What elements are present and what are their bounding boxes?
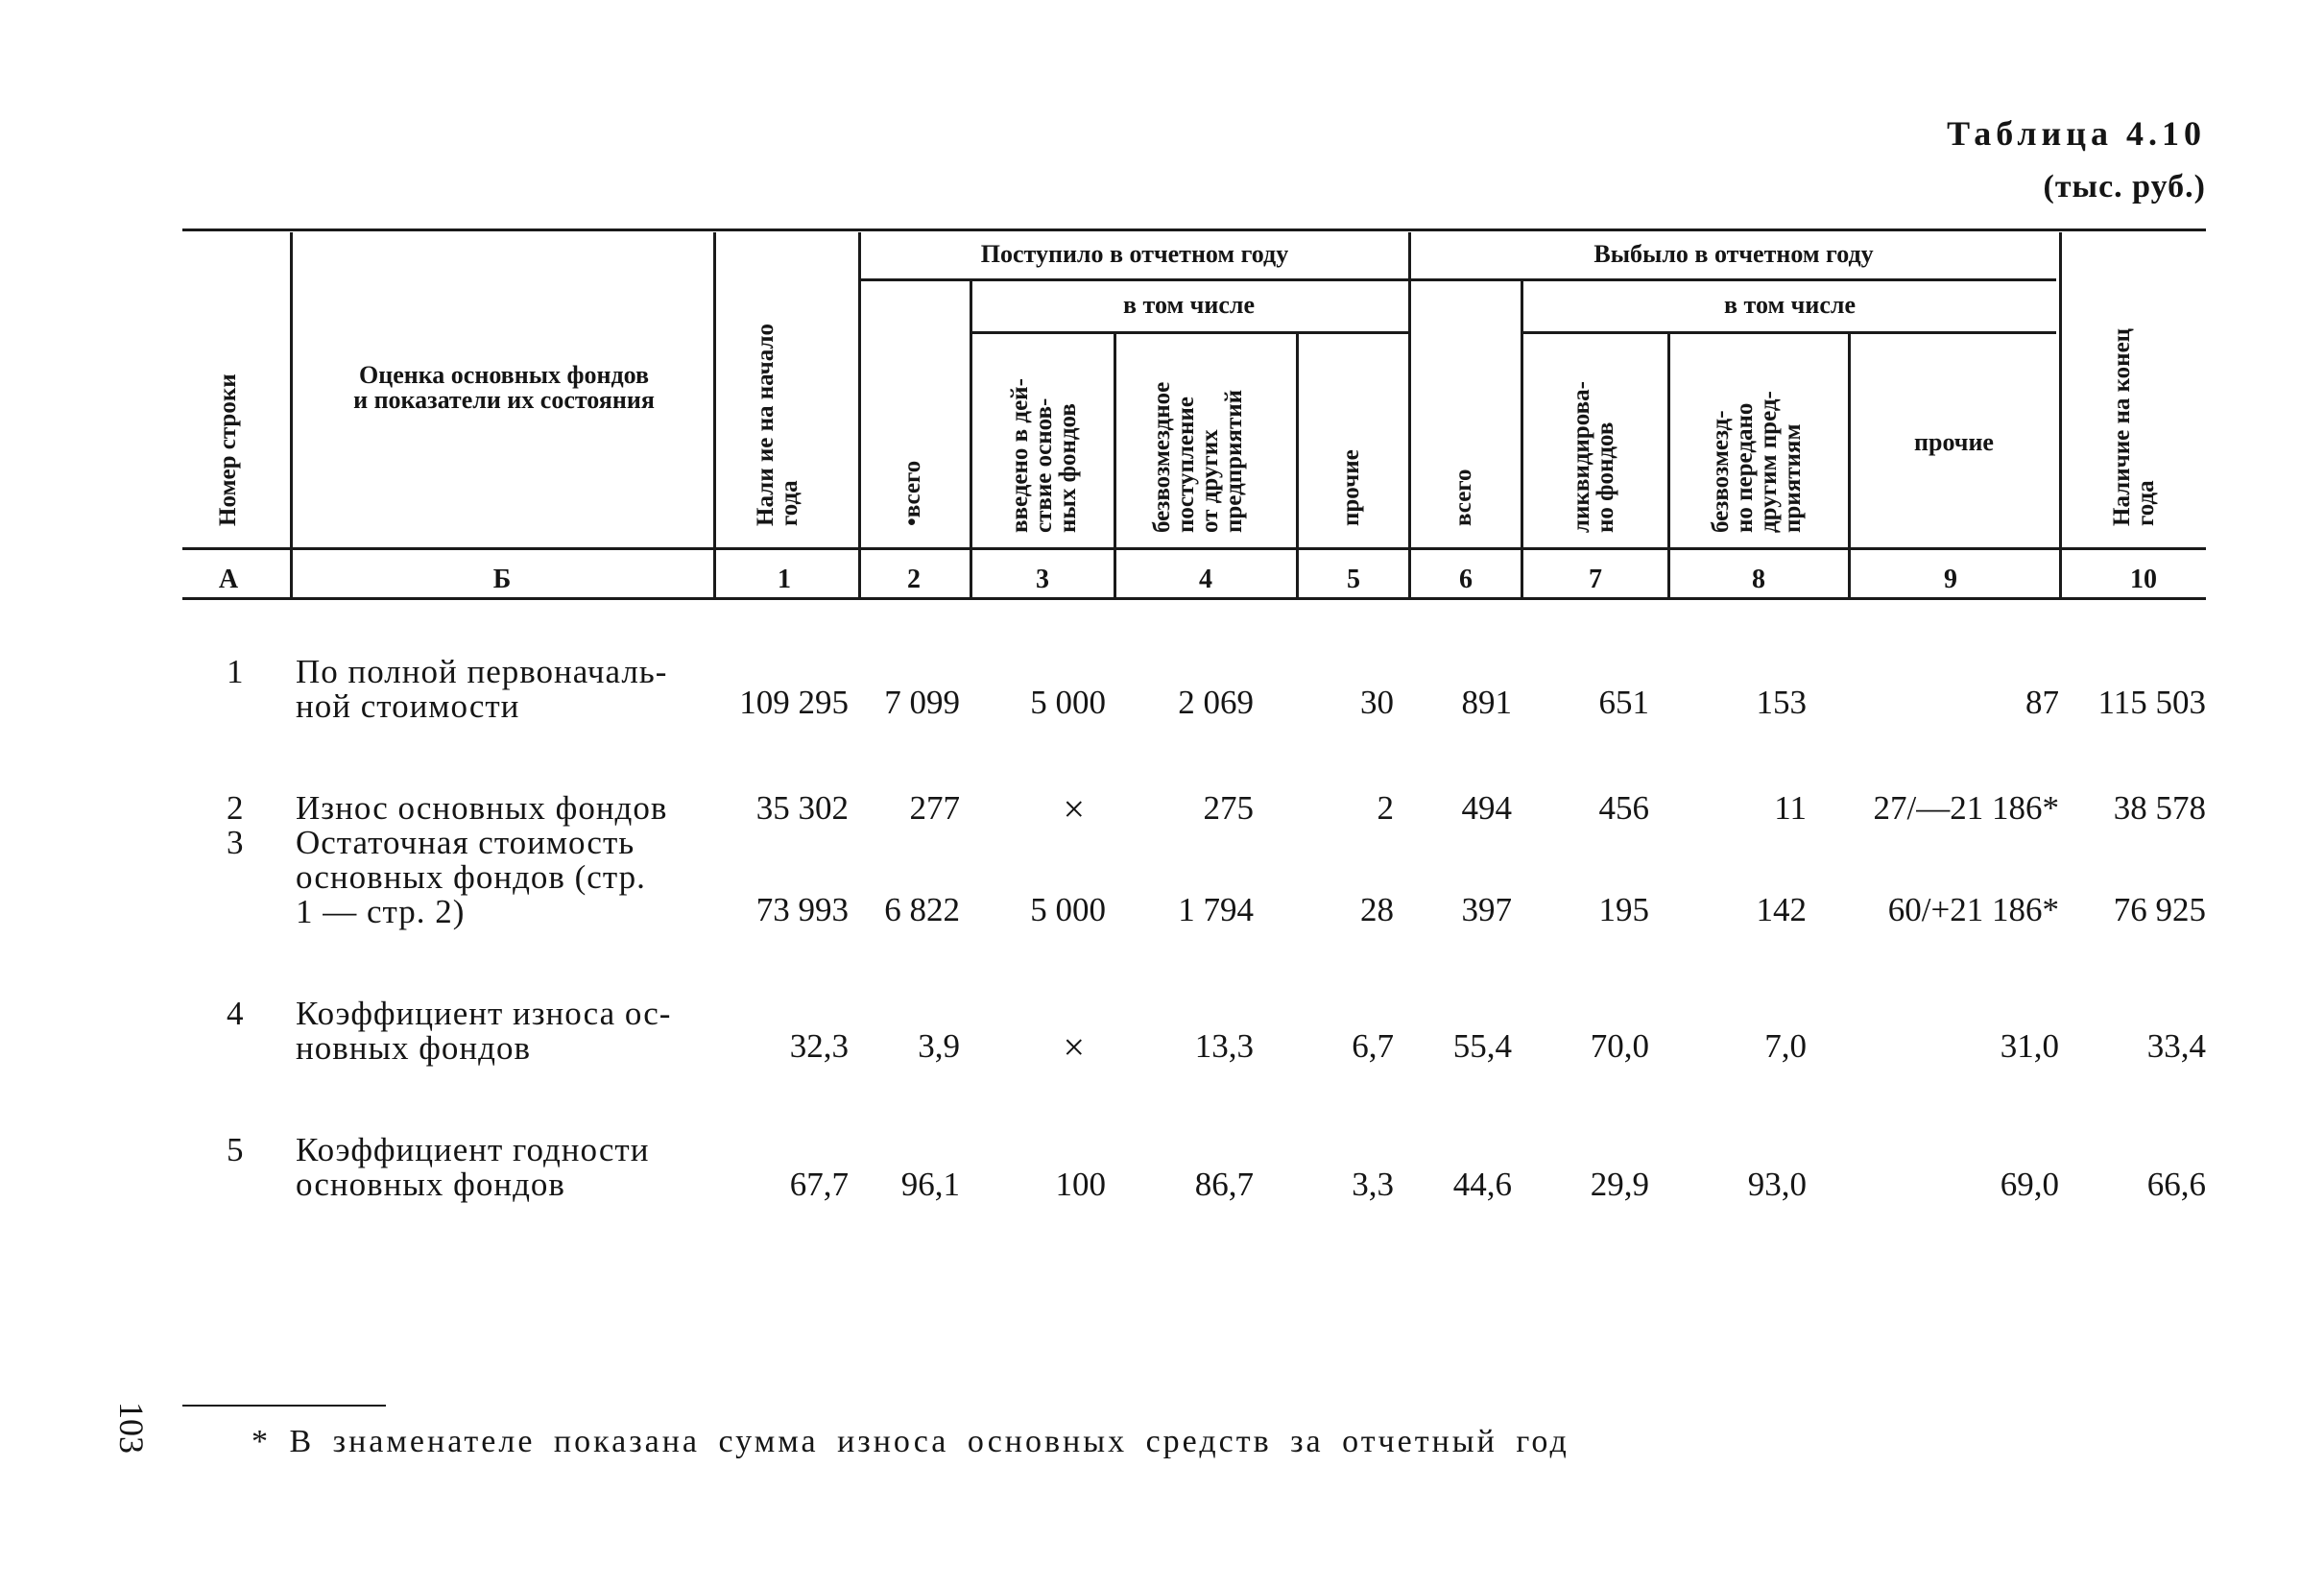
table-cell: 86,7	[1194, 1166, 1254, 1203]
table-cell: 29,9	[1590, 1166, 1649, 1203]
colnum-3: 3	[1036, 565, 1049, 594]
table-cell: 494	[1461, 789, 1512, 827]
row-number: 3	[227, 824, 244, 861]
table-cell: 66,6	[2146, 1166, 2206, 1203]
table-cell: 115 503	[2097, 684, 2206, 721]
table-cell: 275	[1203, 789, 1254, 827]
retired-group-rule	[1411, 278, 2056, 281]
colnum-7: 7	[1589, 565, 1602, 594]
v-line-3	[858, 232, 861, 597]
v-line-4	[970, 280, 972, 597]
table-cell: 32,3	[789, 1027, 849, 1065]
header-bottom-rule	[182, 547, 2206, 550]
table-cell: 891	[1461, 684, 1512, 721]
header-end-of-year: Наличие на конец года	[2109, 327, 2159, 526]
received-group-rule	[861, 278, 1408, 281]
table-cell: 5 000	[1030, 684, 1106, 721]
table-cell: 6 822	[884, 891, 960, 928]
table-cell: 2	[1377, 789, 1394, 827]
table-cell: 7,0	[1764, 1027, 1807, 1065]
header-start-of-year: Нали ие на начало года	[753, 324, 803, 526]
table-cell: 38 578	[2113, 789, 2206, 827]
table-cell: 69,0	[2000, 1166, 2059, 1203]
table-cell: 153	[1756, 684, 1807, 721]
table-cell: 5 000	[1030, 891, 1106, 928]
table-cell: 55,4	[1452, 1027, 1512, 1065]
header-free-receipt: безвозмездное поступление от других предприятий	[1149, 381, 1247, 533]
header-other-out: прочие	[1914, 428, 1994, 456]
table-cell: 33,4	[2146, 1027, 2206, 1065]
colnum-bottom-rule	[182, 597, 2206, 600]
table-cell: 3,3	[1352, 1166, 1394, 1203]
v-line-10	[1848, 333, 1851, 597]
table-cell: 456	[1598, 789, 1649, 827]
colnum-10: 10	[2130, 565, 2157, 594]
header-commissioned: введено в дей- ствие основ- ных фондов	[1007, 378, 1081, 533]
table-cell: 397	[1461, 891, 1512, 928]
v-line-2	[713, 232, 716, 597]
row-label: Износ основных фондов	[296, 789, 668, 827]
v-line-5	[1114, 333, 1116, 597]
colnum-9: 9	[1944, 565, 1957, 594]
table-cell: 70,0	[1590, 1027, 1649, 1065]
colnum-6: 6	[1459, 565, 1473, 594]
row-label: Коэффициент годности основных фондов	[296, 1131, 650, 1203]
colnum-1: 1	[778, 565, 791, 594]
table-cell: 142	[1756, 891, 1807, 928]
table-cell: 30	[1360, 684, 1394, 721]
row-label: По полной первоначаль- ной стоимости	[296, 653, 668, 725]
table-cell: 67,7	[789, 1166, 849, 1203]
page-number: 103	[112, 1402, 151, 1454]
colnum-5: 5	[1347, 565, 1360, 594]
header-received-total: •всего	[899, 460, 925, 526]
header-received-group: Поступило в отчетном году	[980, 240, 1289, 268]
v-line-8	[1521, 280, 1523, 597]
table-cell: 1 794	[1178, 891, 1254, 928]
table-cell: 96,1	[900, 1166, 960, 1203]
table-cell: 277	[909, 789, 960, 827]
header-retired-total: всего	[1450, 469, 1476, 526]
table-cell: 28	[1360, 891, 1394, 928]
v-line-1	[290, 232, 293, 597]
header-liquidated: ликвидирова- но фондов	[1569, 381, 1618, 533]
colnum-2: 2	[907, 565, 921, 594]
header-row-number: Номер строки	[215, 373, 241, 526]
footnote: * В знаменателе показана сумма износа основных средств за отчетный год	[252, 1424, 1569, 1459]
table-cell: 13,3	[1194, 1027, 1254, 1065]
table-cell: ×	[1063, 1025, 1085, 1069]
table-cell: 76 925	[2113, 891, 2206, 928]
header-free-transfer: безвозмезд- но передано другим пред- приятиям	[1708, 391, 1806, 533]
header-retired-including: в том числе	[1724, 291, 1856, 319]
colnum-4: 4	[1199, 565, 1212, 594]
table-top-rule	[182, 229, 2206, 231]
colnum-8: 8	[1752, 565, 1765, 594]
table-cell: 100	[1055, 1166, 1106, 1203]
row-number: 2	[227, 789, 244, 827]
table-cell: 60/+21 186*	[1887, 891, 2059, 928]
v-line-11	[2059, 232, 2062, 597]
table-cell: 31,0	[2000, 1027, 2059, 1065]
header-other-in: прочие	[1338, 449, 1364, 526]
table-cell: 2 069	[1178, 684, 1254, 721]
v-line-7	[1408, 232, 1411, 597]
header-retired-group: Выбыло в отчетном году	[1593, 240, 1874, 268]
table-cell: 651	[1598, 684, 1649, 721]
header-description: Оценка основных фондов и показатели их состояния	[353, 361, 655, 414]
footnote-rule	[182, 1405, 386, 1407]
table-cell: 3,9	[918, 1027, 960, 1065]
table-cell: 11	[1774, 789, 1807, 827]
row-number: 4	[227, 995, 244, 1032]
row-label: Остаточная стоимость основных фондов (стр. 1 — стр. 2)	[296, 824, 646, 930]
colnum-B: Б	[492, 565, 512, 594]
table-title: Таблица 4.10	[1947, 114, 2206, 153]
table-cell: 6,7	[1352, 1027, 1394, 1065]
table-cell: 109 295	[739, 684, 849, 721]
table-cell: 27/—21 186*	[1873, 789, 2059, 827]
table-cell: 73 993	[755, 891, 849, 928]
row-number: 1	[227, 653, 244, 690]
row-number: 5	[227, 1131, 244, 1168]
row-label: Коэффициент износа ос- новных фондов	[296, 995, 672, 1067]
table-cell: ×	[1063, 787, 1085, 830]
colnum-A: А	[218, 565, 239, 594]
table-units: (тыс. руб.)	[2043, 169, 2206, 205]
header-received-including: в том числе	[1123, 291, 1255, 319]
table-cell: 195	[1598, 891, 1649, 928]
table-cell: 7 099	[884, 684, 960, 721]
table-cell: 35 302	[755, 789, 849, 827]
table-cell: 93,0	[1747, 1166, 1807, 1203]
table-cell: 44,6	[1452, 1166, 1512, 1203]
v-line-6	[1296, 333, 1299, 597]
v-line-9	[1667, 333, 1670, 597]
table-cell: 87	[2025, 684, 2059, 721]
